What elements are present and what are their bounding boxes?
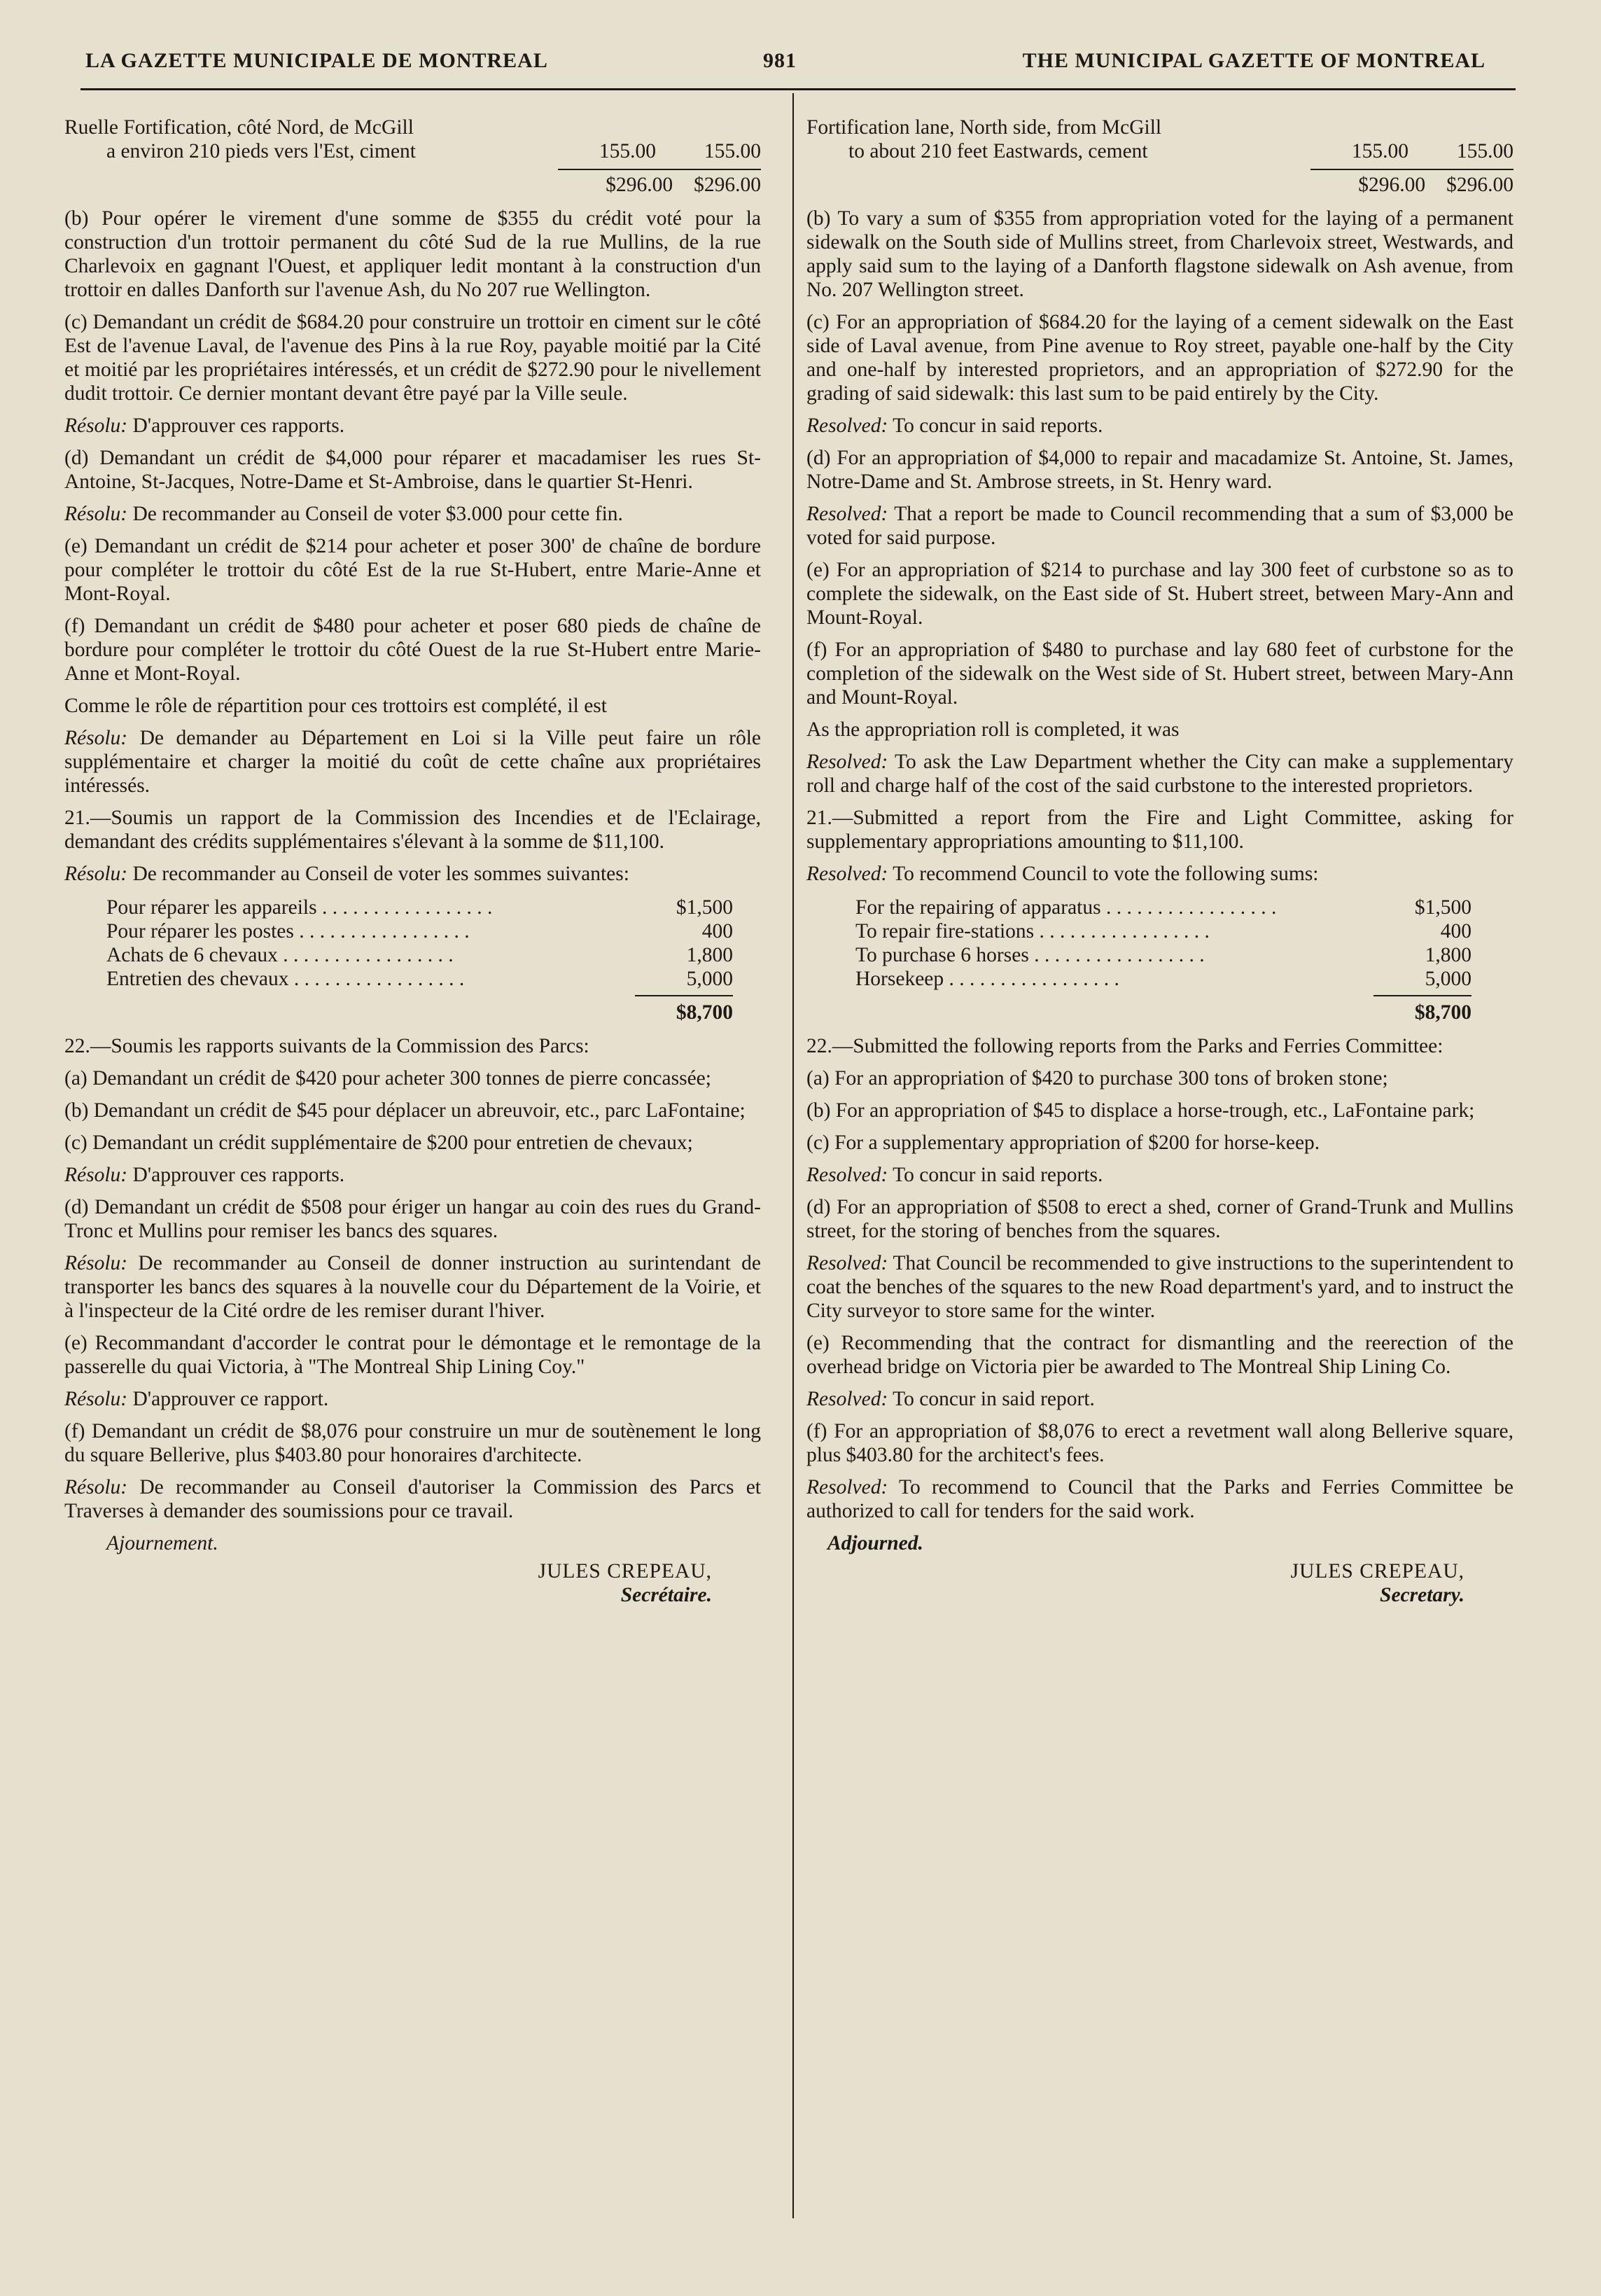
- table-row-amount: $1,500: [1414, 896, 1471, 919]
- table-row-label: Achats de 6 chevaux: [106, 944, 278, 966]
- fr-para-b: (b) Pour opérer le virement d'une somme de $355 du crédit voté pour la construction d'un trottoir permanent du côté Sud de la rue Mullins, de la rue Charlevoix en gagnant l'Ouest, et appliquer ledit montant à la construction d'un trottoir en dalles Danforth sur l'avenue Ash, du No 207 rue Wellington.: [64, 207, 761, 301]
- fr-para-d22: (d) Demandant un crédit de $508 pour ériger un hangar au coin des rues du Grand-Tronc et Mullins pour remiser les bancs des squares.: [64, 1196, 761, 1242]
- fr-adjournment: Ajournement.: [106, 1532, 218, 1554]
- fr-item-22: 22.—Soumis les rapports suivants de la Commission des Parcs:: [64, 1035, 589, 1057]
- en-resolved-text: That Council be recommended to give instructions to the superintendent to coat the benches of the squares to the new Road department's yard, and to instruct the City surveyor to store same for the winter.: [806, 1252, 1514, 1322]
- table-row: [855, 919, 1471, 943]
- fr-resolu-label: Résolu:: [64, 503, 128, 525]
- fr-para-b22: (b) Demandant un crédit de $45 pour déplacer un abreuvoir, etc., parc LaFontaine;: [64, 1099, 746, 1122]
- page-number: 981: [763, 49, 797, 72]
- fr-resolu-4: [64, 862, 761, 886]
- en-total-value1: $296.00: [1358, 174, 1426, 196]
- table-row-label: To repair fire-stations: [855, 920, 1035, 942]
- table-row: [855, 967, 1471, 991]
- table-row-amount: $1,500: [676, 896, 733, 919]
- en-item-21: 21.—Submitted a report from the Fire and Light Committee, asking for supplementary appropriations amounting to $11,100.: [806, 807, 1513, 853]
- table-row: [106, 896, 733, 919]
- table-row-amount: 400: [701, 920, 733, 942]
- en-para-b22: (b) For an appropriation of $45 to displace a horse-trough, etc., LaFontaine park;: [806, 1099, 1475, 1122]
- en-resolved-6: [806, 1251, 1513, 1323]
- fr-resolu-1: [64, 414, 761, 438]
- en-resolved-8: [806, 1475, 1513, 1523]
- fr-resolu-label: Résolu:: [64, 415, 128, 437]
- en-resolved-label: Resolved:: [806, 1252, 888, 1274]
- fr-resolu-label: Résolu:: [64, 1388, 128, 1410]
- en-signature-name: JULES CREPEAU,: [1290, 1560, 1464, 1582]
- fr-para-d: (d) Demandant un crédit de $4,000 pour réparer et macadamiser les rues St-Antoine, St-Jacques, Notre-Dame et St-Ambroise, dans le quartier St-Henri.: [64, 447, 761, 493]
- en-total-row: [806, 173, 1513, 197]
- en-para-f22: (f) For an appropriation of $8,076 to erect a revetment wall along Bellerive square, plus $403.80 for the architect's fees.: [806, 1420, 1513, 1466]
- en-para-a22: (a) For an appropriation of $420 to purchase 300 tons of broken stone;: [806, 1067, 1388, 1090]
- en-resolved-4: [806, 862, 1513, 886]
- en-resolved-label: Resolved:: [806, 863, 888, 885]
- fr-signature-name: JULES CREPEAU,: [538, 1560, 712, 1582]
- fr-total-value1: $296.00: [606, 174, 673, 196]
- table-row: [855, 943, 1471, 967]
- header-title-fr: LA GAZETTE MUNICIPALE DE MONTREAL: [85, 49, 548, 72]
- dot-leader: . . . . . . . . . . . . . . . . .: [293, 920, 470, 942]
- en-total-value2: $296.00: [1446, 174, 1513, 196]
- table-row-amount: 1,800: [1425, 944, 1471, 966]
- fr-resolu-label: Résolu:: [64, 1476, 128, 1498]
- en-resolved-label: Resolved:: [806, 1388, 888, 1410]
- en-resolved-text: To recommend to Council that the Parks and Ferries Committee be authorized to call for tenders for the said work.: [806, 1476, 1514, 1522]
- fr-resolu-7: [64, 1387, 761, 1411]
- en-table-total: $8,700: [1373, 995, 1471, 1024]
- fr-item-value1: 155.00: [599, 140, 656, 162]
- fr-sums-table: [64, 896, 761, 1024]
- fr-resolu-3: [64, 726, 761, 798]
- en-item-line2: to about 210 feet Eastwards, cement: [848, 140, 1148, 162]
- fr-resolu-text: D'approuver ces rapports.: [132, 415, 345, 437]
- header-rule: [81, 88, 1516, 90]
- en-resolved-label: Resolved:: [806, 1164, 888, 1186]
- en-signature-role: Secretary.: [1380, 1584, 1464, 1606]
- table-row-label: Horsekeep: [855, 968, 944, 990]
- en-total-rule: [1310, 169, 1513, 170]
- fr-item-line2: a environ 210 pieds vers l'Est, ciment: [106, 140, 416, 162]
- en-resolved-text: To concur in said reports.: [893, 1164, 1103, 1186]
- fr-total-rule: [558, 169, 761, 170]
- fr-item-line2-row: [64, 139, 761, 163]
- fr-resolu-text: De recommander au Conseil de donner instruction au surintendant de transporter les bancs des squares à la nouvelle cour du Département de la Voirie, et à l'inspecteur de la Cité ordre de les remiser durant l'hiver.: [64, 1252, 762, 1322]
- fr-line-item: [64, 116, 761, 163]
- table-row-label: Entretien des chevaux: [106, 968, 289, 990]
- fr-resolu-text: De recommander au Conseil de voter $3.000 pour cette fin.: [132, 503, 623, 525]
- fr-resolu-label: Résolu:: [64, 1252, 128, 1274]
- fr-resolu-label: Résolu:: [64, 863, 128, 885]
- english-column: [806, 116, 1513, 1607]
- en-para-f: (f) For an appropriation of $480 to purchase and lay 680 feet of curbstone for the completion of the sidewalk on the West side of St. Hubert street, between Mary-Ann and Mount-Royal.: [806, 639, 1513, 709]
- dot-leader: . . . . . . . . . . . . . . . . .: [288, 968, 465, 990]
- fr-para-f22: (f) Demandant un crédit de $8,076 pour construire un mur de soutènement le long du square Bellerive, plus $403.80 pour honoraires d'architecte.: [64, 1420, 761, 1466]
- fr-table-total: $8,700: [635, 995, 733, 1024]
- table-row: [106, 919, 733, 943]
- en-resolved-label: Resolved:: [806, 415, 888, 437]
- en-item-line1: Fortification lane, North side, from McGill: [806, 116, 1162, 139]
- dot-leader: . . . . . . . . . . . . . . . . .: [1100, 896, 1277, 919]
- en-item-value1: 155.00: [1351, 140, 1408, 162]
- header-title-en: THE MUNICIPAL GAZETTE OF MONTREAL: [1022, 49, 1485, 72]
- fr-para-f: (f) Demandant un crédit de $480 pour acheter et poser 680 pieds de chaîne de bordure pour compléter le trottoir du côté Ouest de la rue St-Hubert entre Marie-Anne et Mont-Royal.: [64, 615, 761, 685]
- fr-para-c22: (c) Demandant un crédit supplémentaire de $200 pour entretien de chevaux;: [64, 1132, 693, 1154]
- dot-leader: . . . . . . . . . . . . . . . . .: [1034, 920, 1210, 942]
- table-row-amount: 400: [1440, 920, 1471, 942]
- en-item-22: 22.—Submitted the following reports from the Parks and Ferries Committee:: [806, 1035, 1443, 1057]
- fr-signature-role: Secrétaire.: [620, 1584, 712, 1606]
- en-item-line2-row: [806, 139, 1513, 163]
- dot-leader: . . . . . . . . . . . . . . . . .: [277, 944, 454, 966]
- en-resolved-2: [806, 502, 1513, 550]
- fr-resolu-text: De recommander au Conseil d'autoriser la Commission des Parcs et Traverses à demander des soumissions pour ce travail.: [64, 1476, 762, 1522]
- french-column: [64, 116, 761, 1607]
- en-sums-table: [806, 896, 1513, 1024]
- table-row: [106, 967, 733, 991]
- en-resolved-5: [806, 1163, 1513, 1187]
- table-row-amount: 1,800: [686, 944, 733, 966]
- fr-para-comme: Comme le rôle de répartition pour ces trottoirs est complété, il est: [64, 695, 607, 717]
- fr-para-a22: (a) Demandant un crédit de $420 pour acheter 300 tonnes de pierre concassée;: [64, 1067, 711, 1090]
- table-row-label: To purchase 6 horses: [855, 944, 1029, 966]
- table-row-amount: 5,000: [1425, 968, 1471, 990]
- table-row-label: Pour réparer les postes: [106, 920, 294, 942]
- fr-para-c: (c) Demandant un crédit de $684.20 pour construire un trottoir en ciment sur le côté Est de l'avenue Laval, de l'avenue des Pins à la rue Roy, payable moitié par la Cité et moitié par les propriétaires intéressés, et un crédit de $272.90 pour le nivellement dudit trottoir. Ce dernier montant devant être payé par la Ville seule.: [64, 311, 761, 405]
- fr-resolu-label: Résolu:: [64, 1164, 128, 1186]
- column-divider: [792, 93, 794, 2218]
- fr-item-21: 21.—Soumis un rapport de la Commission des Incendies et de l'Eclairage, demandant des crédits supplémentaires s'élevant à la somme de $11,100.: [64, 807, 761, 853]
- en-para-e: (e) For an appropriation of $214 to purchase and lay 300 feet of curbstone so as to complete the sidewalk, on the East side of St. Hubert street, between Mary-Ann and Mount-Royal.: [806, 559, 1513, 629]
- en-adjournment: Adjourned.: [827, 1532, 923, 1554]
- table-row: [855, 896, 1471, 919]
- fr-para-e22: (e) Recommandant d'accorder le contrat pour le démontage et le remontage de la passerelle du quai Victoria, à "The Montreal Ship Lining Coy.": [64, 1332, 761, 1378]
- en-resolved-label: Resolved:: [806, 1476, 888, 1498]
- en-para-as: As the appropriation roll is completed, it was: [806, 718, 1180, 741]
- fr-resolu-text: De recommander au Conseil de voter les sommes suivantes:: [132, 863, 629, 885]
- fr-resolu-5: [64, 1163, 761, 1187]
- fr-item-line1: Ruelle Fortification, côté Nord, de McGill: [64, 116, 414, 139]
- fr-resolu-2: [64, 502, 761, 526]
- fr-resolu-text: D'approuver ce rapport.: [132, 1388, 329, 1410]
- dot-leader: . . . . . . . . . . . . . . . . .: [316, 896, 493, 919]
- fr-resolu-text: D'approuver ces rapports.: [132, 1164, 345, 1186]
- fr-total-value2: $296.00: [694, 174, 761, 196]
- table-row-label: Pour réparer les appareils: [106, 896, 317, 919]
- page-header: [0, 49, 1601, 91]
- dot-leader: . . . . . . . . . . . . . . . . .: [1028, 944, 1205, 966]
- en-para-d: (d) For an appropriation of $4,000 to repair and macadamize St. Antoine, St. James, Notre-Dame and St. Ambrose streets, in St. Henry ward.: [806, 447, 1513, 493]
- en-resolved-7: [806, 1387, 1513, 1411]
- en-resolved-text: To concur in said reports.: [893, 415, 1103, 437]
- fr-resolu-8: [64, 1475, 761, 1523]
- fr-resolu-label: Résolu:: [64, 727, 128, 749]
- en-para-c: (c) For an appropriation of $684.20 for the laying of a cement sidewalk on the East side of Laval avenue, from Pine avenue to Roy street, payable one-half by the City and one-half by interested proprietors, and an appropriation of $272.90 for the grading of said sidewalk: this last sum to be paid entirely by the City.: [806, 311, 1513, 405]
- en-para-d22: (d) For an appropriation of $508 to erect a shed, corner of Grand-Trunk and Mullins street, for the storing of benches from the squares.: [806, 1196, 1513, 1242]
- en-resolved-text: To concur in said report.: [893, 1388, 1095, 1410]
- en-para-b: (b) To vary a sum of $355 from appropriation voted for the laying of a permanent sidewalk on the South side of Mullins street, from Charlevoix street, Westwards, and apply said sum to the laying of a Danforth flagstone sidewalk on Ash avenue, from No. 207 Wellington street.: [806, 207, 1513, 301]
- fr-total-row: [64, 173, 761, 197]
- fr-para-e: (e) Demandant un crédit de $214 pour acheter et poser 300' de chaîne de bordure pour compléter le trottoir du côté Est de la rue St-Hubert, entre Marie-Anne et Mont-Royal.: [64, 535, 761, 605]
- fr-resolu-text: De demander au Département en Loi si la Ville peut faire un rôle supplémentaire et charger la moitié du coût de cette chaîne aux propriétaires intéressés.: [64, 727, 762, 797]
- en-resolved-1: [806, 414, 1513, 438]
- en-resolved-text: That a report be made to Council recommending that a sum of $3,000 be voted for said purpose.: [806, 503, 1514, 549]
- table-row-amount: 5,000: [686, 968, 733, 990]
- en-para-c22: (c) For a supplementary appropriation of $200 for horse-keep.: [806, 1132, 1320, 1154]
- en-para-e22: (e) Recommending that the contract for dismantling and the reerection of the overhead bridge on Victoria pier be awarded to The Montreal Ship Lining Co.: [806, 1332, 1513, 1378]
- en-resolved-3: [806, 750, 1513, 798]
- fr-item-value2: 155.00: [704, 140, 761, 162]
- fr-resolu-6: [64, 1251, 761, 1323]
- en-resolved-label: Resolved:: [806, 751, 888, 773]
- dot-leader: . . . . . . . . . . . . . . . . .: [944, 968, 1119, 990]
- en-line-item: [806, 116, 1513, 163]
- table-row: [106, 943, 733, 967]
- en-resolved-text: To ask the Law Department whether the City can make a supplementary roll and charge half of the cost of the said curbstone to the interested proprietors.: [806, 751, 1513, 797]
- en-resolved-text: To recommend Council to vote the following sums:: [893, 863, 1319, 885]
- en-resolved-label: Resolved:: [806, 503, 888, 525]
- en-signature: [806, 1559, 1513, 1607]
- en-item-value2: 155.00: [1456, 140, 1513, 162]
- table-row-label: For the repairing of apparatus: [855, 896, 1101, 919]
- fr-signature: [64, 1559, 761, 1607]
